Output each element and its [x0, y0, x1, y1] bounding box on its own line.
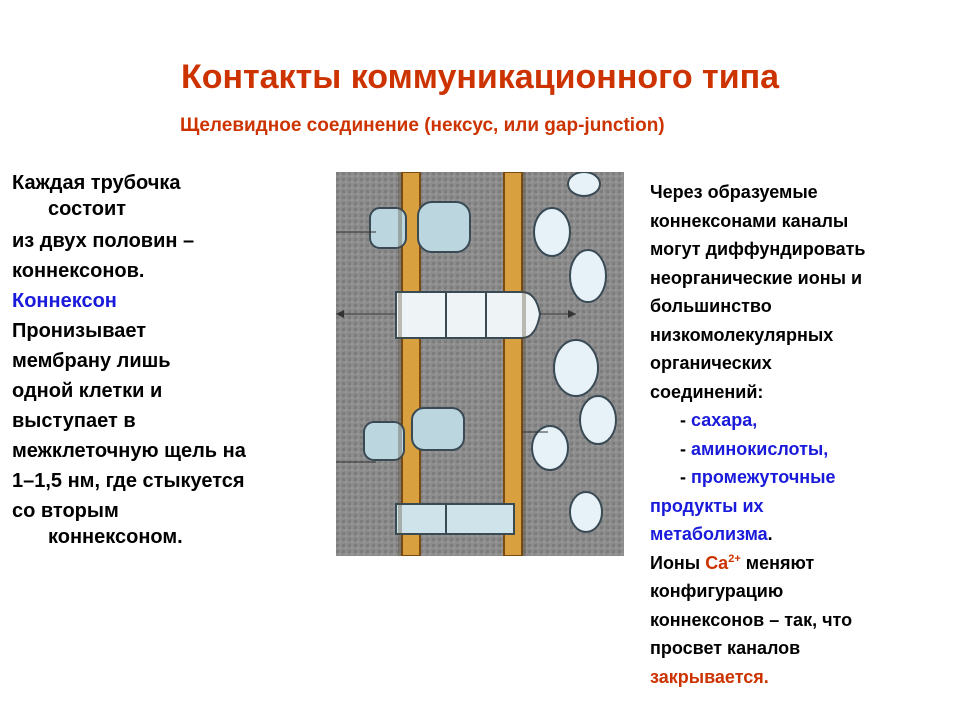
connexon-center-top	[418, 202, 470, 252]
left-line: коннексонов.	[12, 260, 145, 282]
left-line: мембрану лишь	[12, 350, 171, 372]
ions-label: Ионы	[650, 552, 706, 573]
calcium-line	[650, 549, 950, 578]
list-dash: -	[680, 438, 691, 459]
amino-acids-text: аминокислоты,	[691, 438, 829, 459]
list-dash: -	[680, 410, 691, 430]
connexon-bg	[570, 492, 602, 532]
right-line: могут диффундировать	[650, 239, 866, 259]
left-line: одной клетки и	[12, 380, 163, 402]
connexon-bg	[554, 340, 598, 396]
channel-lower	[396, 504, 514, 534]
list-item	[650, 435, 950, 464]
sugar-text: сахара,	[691, 410, 758, 430]
connexon-bg	[534, 208, 570, 256]
left-line: состоит	[48, 198, 127, 220]
list-item-end	[650, 520, 950, 549]
connexon-bg	[580, 396, 616, 444]
metabolism-text: метаболизма	[650, 524, 768, 544]
connexon-bg	[570, 250, 606, 302]
calcium-symbol: Ca	[705, 552, 729, 573]
right-line: большинство	[650, 296, 772, 316]
left-line: 1–1,5 нм, где стыкуется	[12, 470, 245, 492]
right-line: соединений:	[650, 381, 764, 402]
intermediate-products-text: промежуточные	[691, 467, 836, 487]
list-item	[650, 406, 950, 435]
left-line: коннексоном.	[48, 526, 183, 548]
left-line: из двух половин –	[12, 230, 195, 252]
left-line: Пронизывает	[12, 320, 147, 342]
membrane-right	[504, 172, 522, 556]
calcium-charge: 2+	[728, 552, 741, 565]
right-line: коннексонов – так, что	[650, 609, 853, 630]
right-line: Через образуемые	[650, 182, 818, 202]
right-line: органических	[650, 353, 772, 373]
right-text-block	[650, 178, 950, 691]
list-item	[650, 463, 950, 492]
connexon-bg	[532, 426, 568, 470]
connexon-term: Коннексон	[12, 290, 117, 312]
right-line: коннексонами каналы	[650, 210, 849, 231]
page-subtitle: Щелевидное соединение (нексус, или gap-junction)	[180, 115, 665, 136]
list-dash: -	[680, 467, 691, 487]
left-line: выступает в	[12, 410, 136, 432]
intermediate-products-text-cont: продукты их	[650, 495, 764, 516]
left-text-block	[12, 168, 332, 548]
connexon-bg	[568, 172, 600, 196]
right-line: конфигурацию	[650, 581, 784, 601]
left-line: Каждая трубочка	[12, 172, 181, 194]
closes-text: закрывается.	[650, 666, 769, 687]
left-line: со вторым	[12, 500, 119, 522]
gap-junction-diagram	[336, 172, 624, 556]
left-line: межклеточную щель на	[12, 440, 246, 462]
ions-post: меняют	[740, 552, 815, 573]
page-title: Контакты коммуникационного типа	[180, 58, 780, 96]
right-line: низкомолекулярных	[650, 324, 834, 345]
right-line: просвет каналов	[650, 638, 801, 658]
connexon-center-bottom	[412, 408, 464, 450]
right-line: неорганические ионы и	[650, 267, 863, 288]
period: .	[767, 524, 773, 544]
